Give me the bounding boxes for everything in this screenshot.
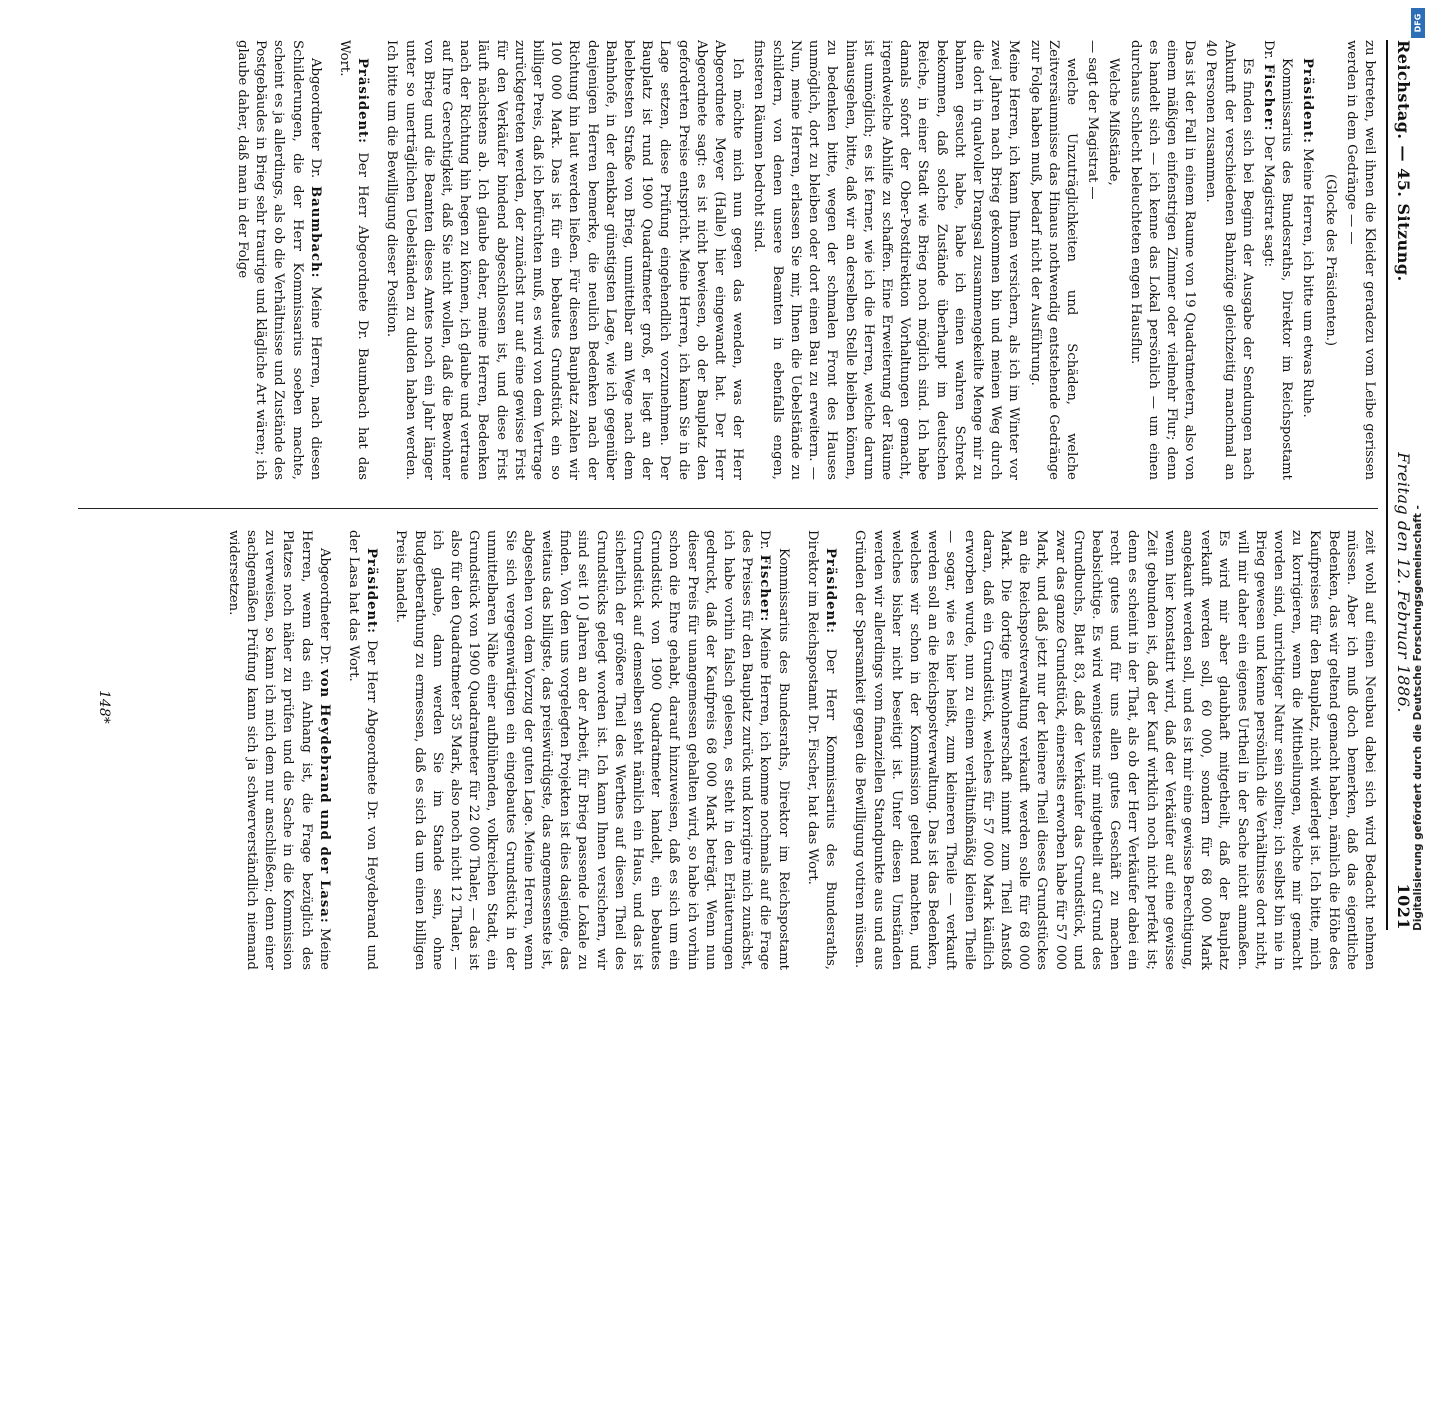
speaker-name: von Heydebrand und der Lasa:	[316, 669, 332, 924]
paragraph	[1298, 40, 1316, 480]
speech-text: Meine Herren, ich bitte um etwas Ruhe.	[1300, 148, 1316, 418]
speech-text: Meine Herren, ich komme nochmals auf die Frage des Preises für den Bauplatz zurück und korrigire mich zunächst, ich habe vorhin falsch gelesen, es steht in den Erläuterungen gedruckt, daß der Kaufpreis 68 000 Mark beträgt. Wenn nun dieser Preis für unangemessen gehalten wird, so habe ich vorhin schon die Ehre gehabt, darauf hinzuweisen, daß es sich um ein Grundstück von 1900 Quadratmeter handelt, ein bebautes Grundstück auf demselben steht nämlich ein Haus, und das ist sicherlich der größere Theil des Werthes auf diesen Theil des Grundstücks gelegt worden ist. Ich kann Ihnen versichern, wir sind seit 10 Jahren an der Arbeit, für Brieg passende Lokale zu finden. Von den uns vorgelegten Projekten ist dies dasjenige, das weitaus das billigste, das preiswürdigste, das angemessenste ist, abgesehen von dem Vorzug der guten Lage. Meine Herren, wenn Sie sich vergegenwärtigen ein eingebautes Grundstück in der unmittelbaren Nähe einer aufblühenden, volkreichen Stadt, ein Grundstück von 1900 Quadratmeter für 22 000 Thaler, — das ist also für den Quadratmeter 35 Mark, also noch nicht 12 Thaler, — ich glaube, dann werden Sie im Stande sein, ohne Budgetberathung zu ermessen, daß es sich da um einen billigen Preis handelt.	[393, 530, 773, 970]
speaker-name: Fischer:	[1260, 63, 1276, 132]
speech-text: Der Herr Abgeordnete Dr. von Heydebrand und der Lasa hat das Wort.	[346, 530, 380, 970]
speaker-intro: Abgeordneter Dr.	[307, 58, 323, 179]
paragraph	[1259, 40, 1295, 480]
quote-paragraph: welche Unzuträglichkeiten und Schäden, welche Zeitversäumnisse das Hinaus nothwendig entstehende Gedränge zur Folge haben muß, bedarf nicht der Ausführung.	[1027, 40, 1079, 480]
speech-text: Der Herr Kommissarius des Bundesraths, Direktor im Reichspostamt Dr. Fischer, hat das Wort.	[804, 530, 839, 970]
speaker-label: Präsident:	[1300, 58, 1316, 145]
paragraph	[803, 530, 839, 970]
paragraph	[233, 40, 324, 480]
left-column	[88, 40, 1378, 480]
paragraph	[335, 40, 371, 480]
speaker-name: Fischer:	[757, 554, 773, 623]
dfg-logo-text: DFG	[1413, 13, 1423, 33]
header-rule	[1386, 40, 1388, 930]
paragraph: Das ist der Fall in einem Raume von 19 Quadratmetern, also von einem mäßigen einfenstrigen Zimmer oder vielmehr Flur; denn es handelt sich — ich kenne das Lokal persönlich — um einen durchaus schlecht beleuchteten engen Hausflur.	[1127, 40, 1198, 480]
speaker-intro: Abgeordneter Dr.	[316, 548, 332, 665]
speaker-label: Präsident:	[364, 548, 380, 635]
page-number: 1021	[1394, 883, 1413, 930]
speech-text: Meine Herren, wenn das ein Anhang ist, die Frage bezüglich des Platzes noch näher zu prüfen und die Sache in die Kommission zu verweisen, so kann ich mich dem nur anschließen; denn einer sachgemäßen Prüfung kann sich ja schwerverständlich niemand widersetzen.	[225, 530, 332, 970]
stage-direction: (Glocke des Präsidenten.)	[1322, 173, 1338, 347]
paragraph	[344, 530, 380, 970]
header-left: Reichstag. — 45. Sitzung.	[1394, 40, 1413, 282]
speaker-name: Baumbach:	[307, 186, 323, 279]
header-date: Freitag den 12. Februar 1886.	[1394, 452, 1413, 713]
right-column	[88, 530, 1378, 970]
dfg-logo	[1411, 8, 1425, 38]
quote-paragraph: Welche Mißstände,	[1106, 58, 1122, 186]
paragraph	[391, 530, 791, 970]
paragraph: Meine Herren, ich kann Ihnen versichern, als ich im Winter vor zwei Jahren nach Brieg gekommen bin und meinen Weg durch die dort in qualvoller Drangsal zusammengekeilte Menge mir zu bahnen gesucht habe, habe ich einen wahren Schreck bekommen, daß solche Zustände überhaupt im deutschen Reiche, in einer Stadt wie Brieg noch möglich sind. Ich habe damals sofort der Ober-Postdirektion Vorhaltungen gemacht, irgendwelche Abhilfe zu schaffen. Eine Erweiterung der Räume ist unmöglich; es ist ferner, wie ich die Herren, welche darum hinausgehen, bitte, daß wir an derselben Stelle bleiben können, zu bedenken bitte, wegen der schmalen Front des Hauses unmöglich, dort zu bleiben oder dort einen Bau zu erweitern. — Nun, meine Herren, erlassen Sie mir, Ihnen die Uebelstände zu schildern, von denen unsere Beamten in ebenfalls engen, finsteren Räumen bedroht sind.	[751, 40, 1022, 480]
paragraph	[224, 530, 333, 970]
column-separator	[78, 508, 1378, 509]
speaker-intro: Kommissarius des Bundesraths, Direktor im Reichspostamt Dr.	[757, 530, 791, 970]
speech-text: Meine Herren, nach diesen Schilderungen, die der Herr Kommissarius soeben machte, scheint es ja allerdings, als ob die Verhältnisse und Zustände des Postgebäudes in Brieg sehr traurige und klägliche Art wären; ich glaube daher, daß man in der Folge	[235, 40, 323, 480]
speaker-label: Präsident:	[823, 548, 839, 635]
speaker-label: Präsident:	[355, 58, 371, 145]
dfg-watermark	[1410, 8, 1426, 1428]
quote-paragraph: Es finden sich bei Beginn der Ausgabe der Sendungen nach Ankunft der verschiedenen Bahnzüge gleichzeitig manchmal an 40 Personen zusammen.	[1203, 40, 1255, 480]
signature-mark: 148*	[96, 690, 112, 724]
speech-text: Der Magistrat sagt:	[1260, 135, 1276, 268]
paragraph: — sagt der Magistrat —	[1085, 40, 1101, 200]
speech-text: Der Herr Abgeordnete Dr. Baumbach hat das Wort.	[337, 40, 371, 480]
speaker-intro: Kommissarius des Bundesraths, Direktor im Reichspostamt Dr.	[1260, 40, 1295, 480]
paragraph: Ich möchte mich nun gegen das wenden, was der Herr Abgeordnete Meyer (Halle) hier eingewandt hat. Der Herr Abgeordnete sagt: es ist nicht bewiesen, ob der Bauplatz den geforderten Preise entspricht. Meine Herren, ich kann Sie in die Lage setzen, diese Prüfung eingehendlich vorzunehmen. Der Bauplatz ist rund 1900 Quadratmeter groß, er liegt an der belebtesten Straße von Brieg, unmittelbar am Wege nach dem Bahnhofe, in der denkbar günstigsten Lage, wie ich gegenüber denjenigen Herren bemerke, die neulich Bedenken nach der Richtung hin laut werden ließen. Für diesen Bauplatz zahlen wir 100 000 Mark. Das ist für ein bebautes Grundstück ein so billiger Preis, daß ich befürchten muß, es wird von dem Vertrage zurückgetreten werden, der zunächst nur auf eine gewisse Frist für den Verkäufer bindend abgeschlossen ist, und diese Frist läuft nächstens ab. Ich glaube daher, meine Herren, Bedenken nach der Richtung hin hegen zu können, ich glaube und vertraue auf Ihre Gerechtigkeit, daß Sie nicht wollen, daß die Bewohner von Brieg und die Beamten dieses Amtes noch ein Jahr länger unter so unerträglichen Uebelständen zu dulden haben werden. Ich bitte um die Bewilligung dieser Position.	[384, 40, 746, 480]
watermark-text: Digitalisierung gefördert durch die Deutsche Forschungsgemeinschaft -	[1412, 505, 1424, 931]
paragraph: zu betreten, weil ihnen die Kleider geradezu vom Leibe gerissen werden in dem Gedränge — —	[1343, 40, 1377, 480]
paragraph: zeit wohl auf einen Neubau dabei sich wird Bedacht nehmen müssen. Aber ich muß doch bemerken, daß das eigentliche Bedenken, das wir geltend gemacht haben, nämlich die Höhe des Kaufpreises für den Bauplatz, nicht widerlegt ist. Ich bitte, mich zu korrigieren, wenn die Mittheilungen, welche mir gemacht worden sind, unrichtiger Natur sein sollten; ich selbst bin nie in Brieg gewesen und kenne persönlich die Verhältnisse dort nicht, will mir daher ein eigenes Urtheil in der Sache nicht anmaßen. Es wird mir aber glaubhaft mitgetheilt, daß der Bauplatz verkauft werden soll, 60 000, sondern für 68 000 Mark angekauft werden soll, und es ist mir eine gewisse Berechtigung, wenn hier konstatirt wird, daß der Verkäufer auf eine gewisse Zeit gebunden ist, daß der Kauf wirklich noch nicht perfekt ist; denn es scheint in der That, als ob der Herr Verkäufer dabei ein recht gutes und für uns allen gutes Geschäft zu machen beabsichtige. Es wird wenigstens mir mitgetheilt auf Grund des Grundbuchs, Blatt 83, daß der Verkäufer das Grundstück, und zwar das ganze Grundstück, einerseits erworben habe für 57 000 Mark, und daß jetzt nur der kleinere Theil dieses Grundstückes an die Reichspostverwaltung verkauft werden solle für 68 000 Mark. Die dortige Einwohnerschaft nimmt zum Theil Anstoß daran, daß ein Grundstück, welches für 57 000 Mark käuflich erworben wurde, nun zu einem verhältnißmäßig kleinen Theile — sogar, wie es hier heißt, zum kleineren Theile — verkauft werden soll an die Reichspostverwaltung. Das ist das Bedenken, welches wir schon in der Kommission geltend machten, und welches bisher nicht beseitigt ist. Unter diesen Umständen werden wir allerdings vom finanziellen Standpunkte aus und aus Gründen der Sparsamkeit gegen die Bewilligung votiren müssen.	[852, 530, 1377, 970]
